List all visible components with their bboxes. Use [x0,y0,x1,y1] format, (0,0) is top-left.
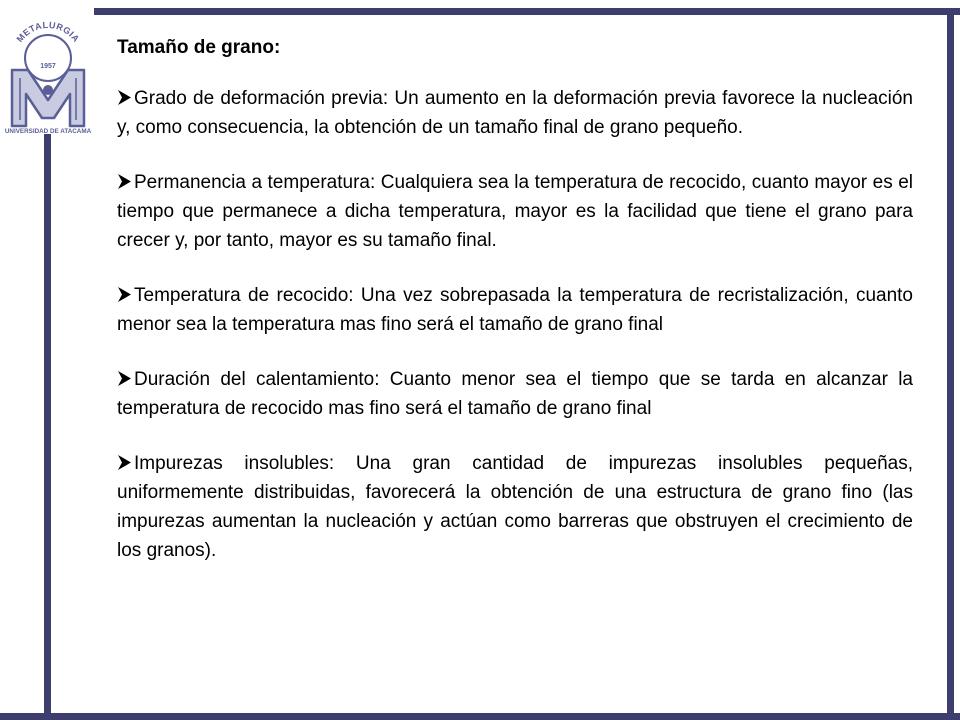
university-logo [2,8,94,134]
bullet-text: Temperatura de recocido: Una vez sobrepasada la temperatura de recristalización, cuanto menor sea la temperatura mas fino será el tamaño de grano final [117,285,913,335]
metalurgia-seal-icon [2,8,94,134]
arrow-bullet-icon [117,173,132,190]
logo-bottom-text: UNIVERSIDAD DE ATACAMA [4,128,92,134]
bullet-text: Permanencia a temperatura: Cualquiera sea la temperatura de recocido, cuanto mayor es el tiempo que permanece a dicha temperatura, mayor es la facilidad que tiene el grano para crecer y, por tanto, mayor es su tamaño final. [117,172,913,251]
slide-title: Tamaño de grano: [117,37,281,58]
bullet-item [117,281,913,339]
bullet-text: Impurezas insolubles: Una gran cantidad de impurezas insolubles pequeñas, uniformemente distribuidas, favorecerá la obtención de una estructura de grano fino (las impurezas aumentan la nucleación y actúan como barreras que obstruyen el crecimiento de los granos). [117,453,913,561]
bullet-text: Duración del calentamiento: Cuanto menor sea el tiempo que se tarda en alcanzar la temperatura de recocido mas fino será el tamaño de grano final [117,369,913,419]
bullet-item [117,168,913,255]
arrow-bullet-icon [117,454,132,471]
bullet-item [117,365,913,423]
bullet-text: Grado de deformación previa: Un aumento en la deformación previa favorece la nucleación y, como consecuencia, la obtención de un tamaño final de grano pequeño. [117,88,913,138]
arrow-bullet-icon [117,89,132,106]
arrow-bullet-icon [117,286,132,303]
frame-top-border [44,8,960,15]
logo-arc-text: METALURGIA [14,19,82,45]
logo-year: 1957 [40,63,56,70]
frame-right-border [947,8,954,720]
bullet-item [117,84,913,142]
frame-bottom-border [0,713,960,720]
bullet-item [117,449,913,565]
svg-text:METALURGIA [15,20,82,44]
arrow-bullet-icon [117,370,132,387]
slide-content [117,36,913,591]
